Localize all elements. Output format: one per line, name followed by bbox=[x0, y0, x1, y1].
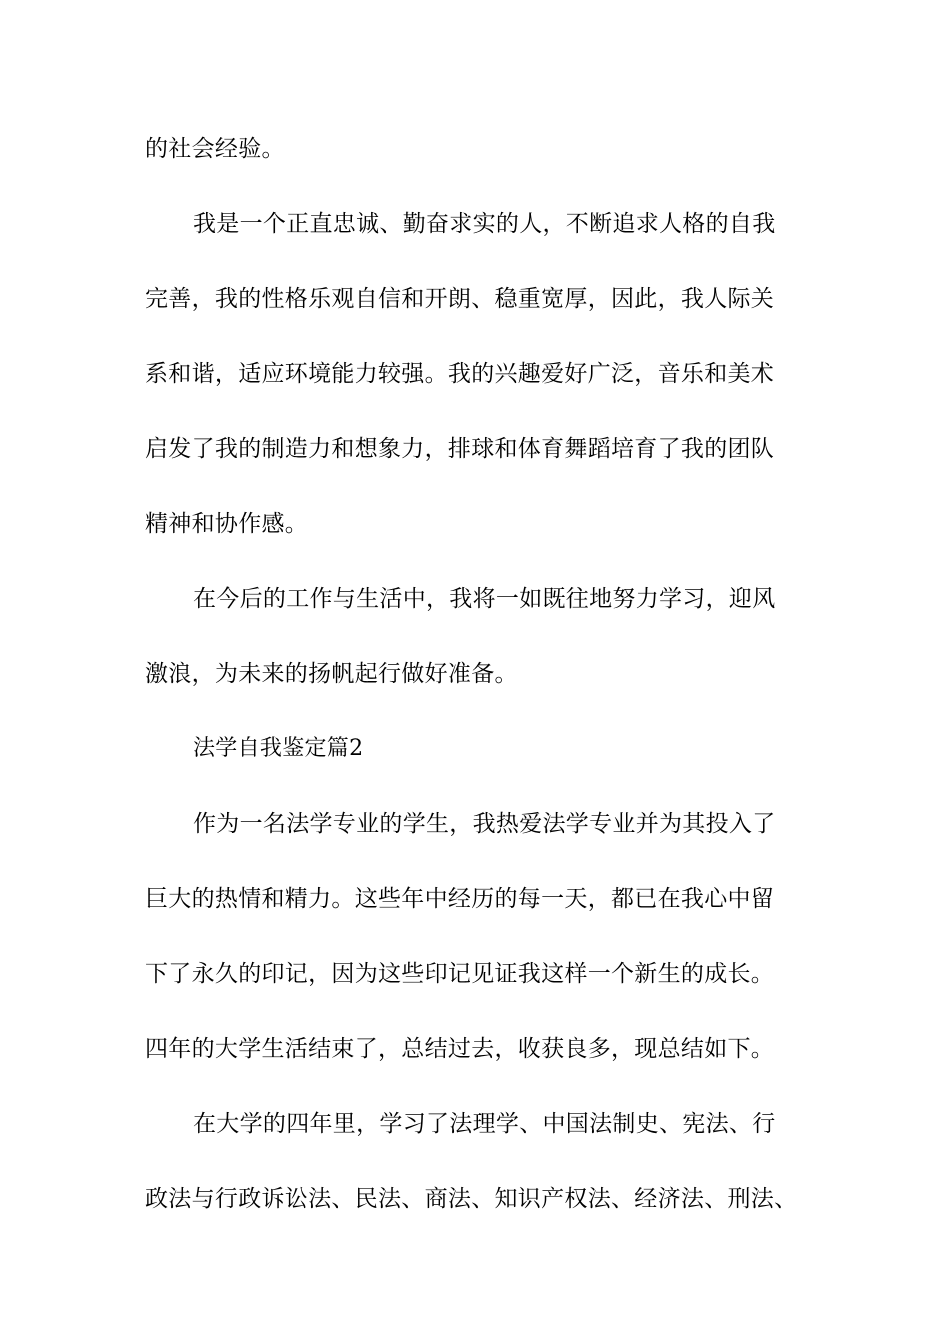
paragraph-line: 系和谐，适应环境能力较强。我的兴趣爱好广泛，音乐和美术 bbox=[145, 361, 775, 387]
paragraph-line: 四年的大学生活结束了，总结过去，收获良多，现总结如下。 bbox=[145, 1036, 775, 1062]
paragraph-line: 启发了我的制造力和想象力，排球和体育舞蹈培育了我的团队 bbox=[145, 436, 775, 462]
paragraph-line: 政法与行政诉讼法、民法、商法、知识产权法、经济法、刑法、 bbox=[145, 1186, 798, 1212]
paragraph-line: 我是一个正直忠诚、勤奋求实的人，不断追求人格的自我 bbox=[193, 211, 776, 237]
paragraph-line: 下了永久的印记，因为这些印记见证我这样一个新生的成长。 bbox=[145, 961, 775, 987]
paragraph-line: 作为一名法学专业的学生，我热爱法学专业并为其投入了 bbox=[193, 811, 776, 837]
paragraph-line: 的社会经验。 bbox=[145, 136, 285, 162]
paragraph-line: 巨大的热情和精力。这些年中经历的每一天，都已在我心中留 bbox=[145, 886, 775, 912]
paragraph-line: 激浪，为未来的扬帆起行做好准备。 bbox=[145, 661, 518, 687]
section-heading: 法学自我鉴定篇2 bbox=[193, 736, 364, 761]
paragraph-line: 完善，我的性格乐观自信和开朗、稳重宽厚，因此，我人际关 bbox=[145, 286, 775, 312]
paragraph-line: 精神和协作感。 bbox=[145, 511, 309, 537]
paragraph-line: 在大学的四年里，学习了法理学、中国法制史、宪法、行 bbox=[193, 1111, 776, 1137]
paragraph-line: 在今后的工作与生活中，我将一如既往地努力学习，迎风 bbox=[193, 586, 776, 612]
